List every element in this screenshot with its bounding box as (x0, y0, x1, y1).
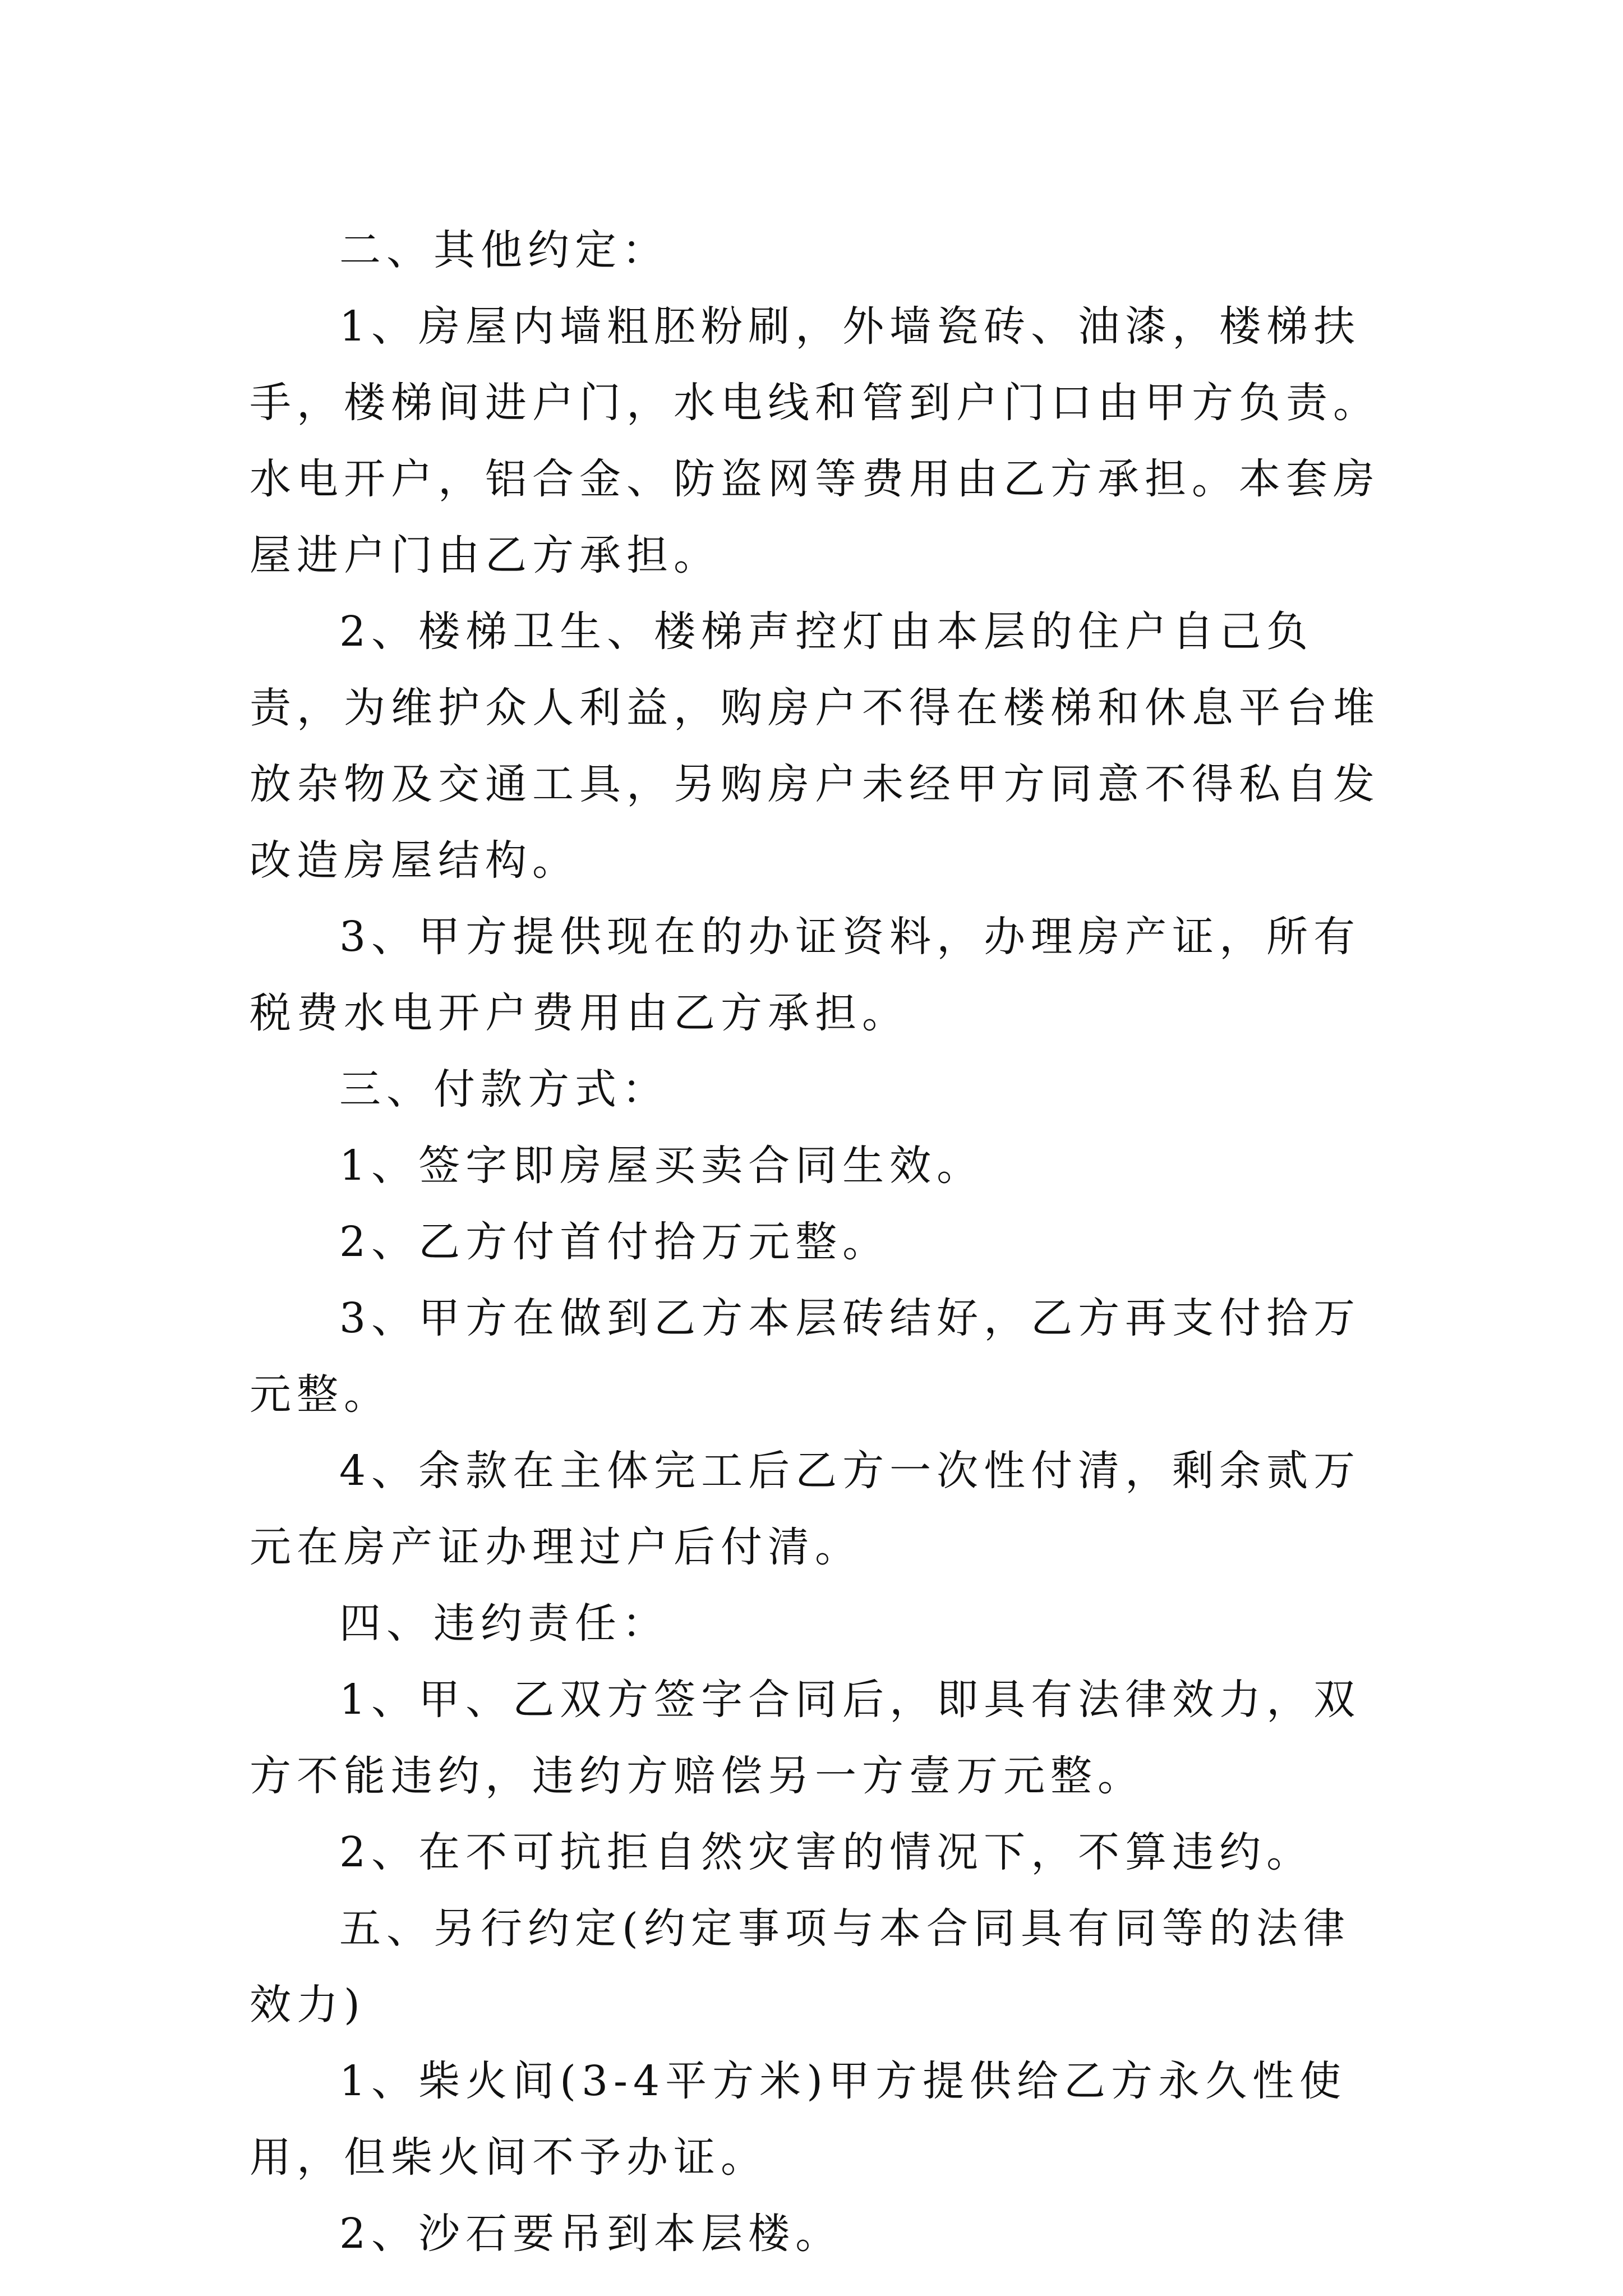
clause-paragraph: 1、柴火间(3-4平方米)甲方提供给乙方永久性使用，但柴火间不予办证。 (250, 2057, 1347, 2182)
section-heading-other-agreements: 二、其他约定： (339, 226, 669, 274)
section-heading-breach: 四、违约责任： (339, 1599, 669, 1648)
clause-paragraph: 2、沙石要吊到本层楼。 (339, 2210, 843, 2258)
clause-paragraph: 1、甲、乙双方签字合同后，即具有法律效力，双方不能违约，违约方赔偿另一方壹万元整。 (250, 1676, 1361, 1800)
clause-paragraph: 1、签字即房屋买卖合同生效。 (339, 1142, 984, 1190)
clause-paragraph: 4、余款在主体完工后乙方一次性付清，剩余贰万元在房产证办理过户后付清。 (250, 1447, 1361, 1571)
section-heading-additional: 五、另行约定(约定事项与本合同具有同等的法律效力) (250, 1904, 1350, 2029)
clause-paragraph: 1、房屋内墙粗胚粉刷，外墙瓷砖、油漆，楼梯扶手，楼梯间进户门，水电线和管到户门口由甲方负责。水电开户，铝合金、防盗网等费用由乙方承担。本套房屋进户门由乙方承担。 (250, 302, 1380, 579)
clause-paragraph: 2、在不可抗拒自然灾害的情况下，不算违约。 (339, 1828, 1314, 1876)
document-body (250, 212, 1394, 2272)
clause-paragraph: 3、甲方提供现在的办证资料，办理房产证，所有税费水电开户费用由乙方承担。 (250, 913, 1361, 1037)
clause-paragraph: 2、乙方付首付拾万元整。 (339, 1218, 890, 1266)
section-heading-payment: 三、付款方式： (339, 1065, 669, 1114)
clause-paragraph: 3、甲方在做到乙方本层砖结好，乙方再支付拾万元整。 (250, 1294, 1361, 1419)
clause-paragraph: 2、楼梯卫生、楼梯声控灯由本层的住户自己负责，为维护众人利益，购房户不得在楼梯和休息平台堆放杂物及交通工具，另购房户未经甲方同意不得私自发改造房屋结构。 (250, 608, 1380, 885)
